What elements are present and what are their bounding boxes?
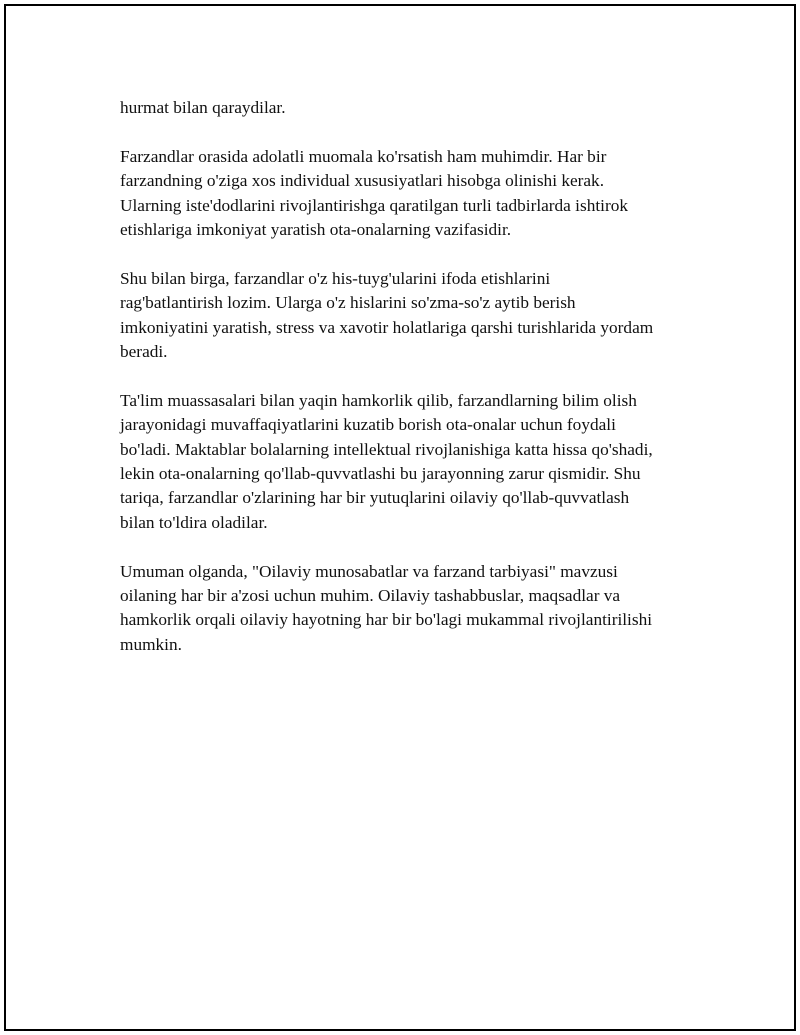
paragraph-3: Shu bilan birga, farzandlar o'z his-tuyg'ularini ifoda etishlarini rag'batlantirish lozim. Ularga o'z hislarini so'zma-so'z aytib berish imkoniyatini yaratish, stress va xavotir holatlariga qarshi turishlarida yordam beradi. bbox=[120, 268, 654, 362]
document-body bbox=[120, 96, 706, 682]
paragraph-5: Umuman olganda, "Oilaviy munosabatlar va farzand tarbiyasi" mavzusi oilaning har bir a'zosi uchun muhim. Oilaviy tashabbuslar, maqsadlar va hamkorlik orqali oilaviy hayotning har bir bo'lagi mukammal rivojlantirilishi mumkin. bbox=[120, 561, 653, 654]
page-frame bbox=[4, 4, 796, 1031]
paragraph-4: Ta'lim muassasalari bilan yaqin hamkorlik qilib, farzandlarning bilim olish jarayonidagi muvaffaqiyatlarini kuzatib borish ota-onalar uchun foydali bo'ladi. Maktablar bolalarning intellektual rivojlanishiga katta hissa qo'shadi, lekin ota-onalarning qo'llab-quvvatlashi bu jarayonning zarur qismidir. Shu tariqa, farzandlar o'zlarining har bir yutuqlarini oilaviy qo'llab-quvvatlash bilan to'ldira oladilar. bbox=[120, 390, 653, 532]
paragraph-2: Farzandlar orasida adolatli muomala ko'rsatish ham muhimdir. Har bir farzandning o'ziga xos individual xususiyatlari hisobga olinishi kerak. Ularning iste'dodlarini rivojlantirishga qaratilgan turli tadbirlarda ishtirok etishlariga imkoniyat yaratish ota-onalarning vazifasidir. bbox=[120, 146, 628, 240]
paragraph-1: hurmat bilan qaraydilar. bbox=[120, 98, 286, 117]
